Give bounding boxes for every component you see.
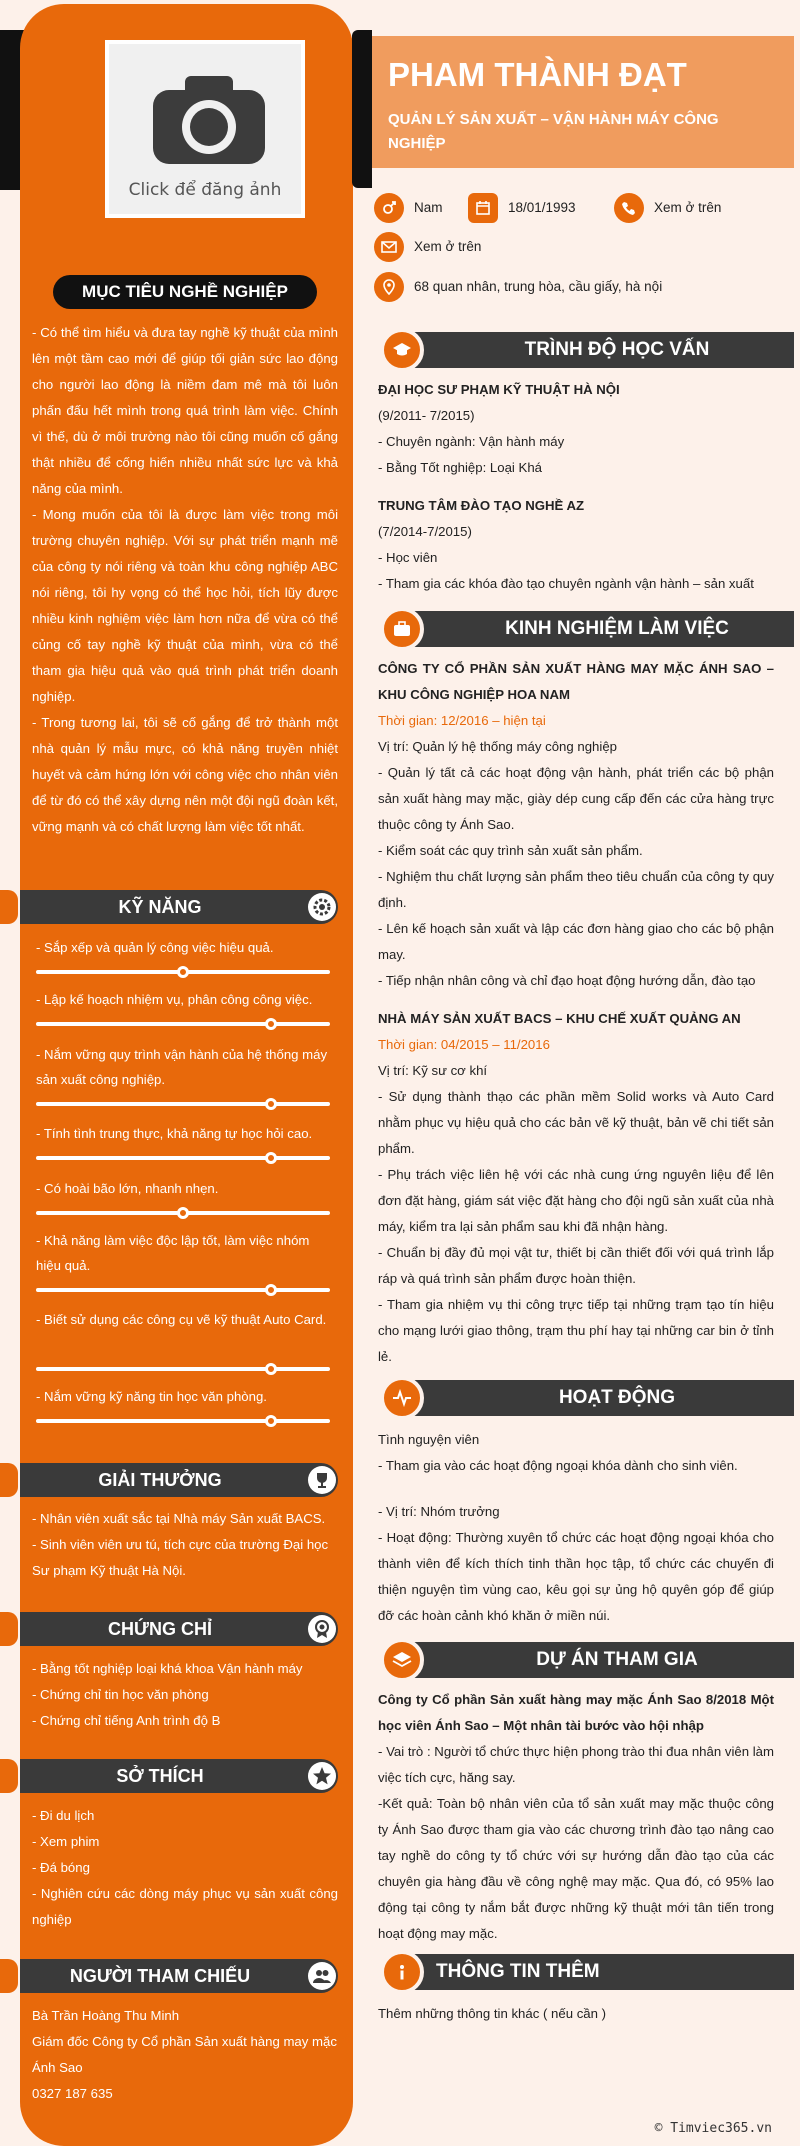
gender: Nam	[414, 200, 443, 215]
footer-credit: © Timviec365.vn	[654, 2121, 772, 2136]
projects-title: DỰ ÁN THAM GIA	[536, 1649, 698, 1670]
skill-bar	[36, 1419, 330, 1423]
awards-header	[0, 1463, 340, 1497]
company-name: CÔNG TY CỔ PHẦN SẢN XUẤT HÀNG MAY MẶC ÁNH SAO – KHU CÔNG NGHIỆP HOA NAM	[378, 661, 774, 702]
email-icon	[374, 232, 404, 262]
list-item: - Học viên	[378, 550, 438, 565]
company-name: NHÀ MÁY SẢN XUẤT BACS – KHU CHẾ XUẤT QUẢNG AN	[378, 1011, 741, 1026]
pulse-icon	[380, 1376, 424, 1420]
certs-header	[0, 1612, 340, 1646]
skill-label: - Nắm vững quy trình vận hành của hệ thống máy sản xuất công nghiệp.	[36, 1047, 328, 1087]
skill-bar	[36, 1102, 330, 1106]
gear-icon	[308, 893, 336, 921]
job-time: Thời gian: 04/2015 – 11/2016	[378, 1037, 550, 1052]
education-list	[378, 377, 774, 597]
skill-bar	[36, 1288, 330, 1292]
list-item: - Vị trí: Nhóm trưởng	[378, 1504, 500, 1519]
list-item: - Phụ trách việc liên hệ với các nhà cung ứng nguyên liệu để lên đơn đặt hàng, giám sát việc đặt hàng cho đội ngũ sản xuất của nhà máy, kiểm tra lại sản phẩm sau khi đã nhận hàng.	[378, 1167, 774, 1234]
list-item: Tình nguyện viên	[378, 1432, 480, 1447]
hobbies-header	[0, 1759, 340, 1793]
objective-p3: - Trong tương lai, tôi sẽ cố gắng để trở thành một nhà quản lý mẫu mực, có khả năng truyền nhiệt huyết và cảm hứng lớn với công việc cho nhân viên để từ đó có thể xây dựng nên một đội ngũ đoàn kết, vững mạnh và có chất lượng làm việc tốt nhất.	[32, 715, 338, 834]
references-header	[0, 1959, 340, 1993]
awards-list	[32, 1506, 338, 1584]
job-position: Vị trí: Quản lý hệ thống máy công nghiệp	[378, 739, 617, 754]
list-item: - Hoạt động: Thường xuyên tổ chức các hoạt động ngoại khóa cho thành viên để kích thích tinh thần học tập, tổ chức các chuyến đi thiện nguyện tìm vùng cao, kêu gọi sự ủng hộ quyên góp để giúp đỡ các hoàn cảnh khó khăn ở miền núi.	[378, 1530, 774, 1623]
job-time: Thời gian: 12/2016 – hiện tại	[378, 713, 546, 728]
list-item: - Đá bóng	[32, 1860, 90, 1875]
list-item: - Chuẩn bị đầy đủ mọi vật tư, thiết bị cần thiết đối với quá trình lắp ráp và quá trình sản phẩm được hoàn thiện.	[378, 1245, 774, 1286]
list-item: 0327 187 635	[32, 2086, 113, 2101]
projects-list	[378, 1687, 774, 1947]
education-header	[380, 328, 794, 368]
projects-header	[380, 1638, 794, 1678]
list-item: - Bằng Tốt nghiệp: Loại Khá	[378, 460, 542, 475]
moreinfo-text: Thêm những thông tin khác ( nếu cần )	[378, 2006, 607, 2021]
hobbies-list	[32, 1803, 338, 1933]
skill-bar	[36, 1156, 330, 1160]
list-item: - Chứng chỉ tiếng Anh trình độ B	[32, 1713, 221, 1728]
skill-level-knob[interactable]	[177, 1207, 189, 1219]
activities-header	[380, 1376, 794, 1416]
list-item: - Tham gia nhiệm vụ thi công trực tiếp tại những trạm tạo tín hiệu cho mạng lưới giao thông, trạm thu phí hay tại những car bin ở tỉnh lẻ.	[378, 1297, 774, 1364]
skill-level-knob[interactable]	[177, 966, 189, 978]
list-item: -Kết quả: Toàn bộ nhân viên của tổ sản xuất may mặc thuộc công ty Ánh Sao được tham gia vào các chương trình đào tạo nâng cao tay nghề do công ty tổ chức với sự hướng dẫn đào tạo của các chuyên gia hàng đầu về công nghệ may mặc. Qua đó, có 95% lao động tại công ty nắm bắt được những kỹ thuật mới tân tiến trong hoạt động may mặc.	[378, 1796, 774, 1941]
list-item: - Chuyên ngành: Vận hành máy	[378, 434, 565, 449]
list-item: - Bằng tốt nghiệp loại khá khoa Vận hành máy	[32, 1661, 303, 1676]
experience-title: KINH NGHIỆM LÀM VIỆC	[505, 618, 729, 639]
hobbies-title: SỞ THÍCH	[116, 1766, 204, 1786]
certs-list	[32, 1656, 338, 1734]
list-item: - Tiếp nhận nhân công và chỉ đạo hoạt động hướng dẫn, đào tạo	[378, 973, 756, 988]
list-item: - Tham gia các khóa đào tạo chuyên ngành vận hành – sản xuất	[378, 576, 754, 591]
school-name: TRUNG TÂM ĐÀO TẠO NGHỀ AZ	[378, 498, 585, 513]
camera-icon	[149, 68, 269, 168]
project-title: Công ty Cổ phần Sản xuất hàng may mặc Ánh Sao 8/2018 Một học viên Ánh Sao – Một nhân tài bước vào hội nhập	[378, 1692, 774, 1733]
email: Xem ở trên	[414, 239, 482, 254]
list-item: - Tham gia vào các hoạt động ngoại khóa dành cho sinh viên.	[378, 1458, 738, 1473]
experience-list	[378, 656, 774, 1370]
moreinfo-header	[380, 1950, 794, 1990]
users-icon	[308, 1962, 336, 1990]
list-item: Bà Trần Hoàng Thu Minh	[32, 2008, 180, 2023]
star-icon	[308, 1762, 336, 1790]
list-item: - Lên kế hoạch sản xuất và lập các đơn hàng giao cho các bộ phận may.	[378, 921, 774, 962]
gender-icon	[374, 193, 404, 223]
skill-bar	[36, 1367, 330, 1371]
job-title: QUẢN LÝ SẢN XUẤT – VẬN HÀNH MÁY CÔNG NGHIỆP	[388, 111, 719, 152]
job-position: Vị trí: Kỹ sư cơ khí	[378, 1063, 488, 1078]
skills-title: KỸ NĂNG	[118, 897, 202, 917]
list-item: - Chứng chỉ tin học văn phòng	[32, 1687, 209, 1702]
trophy-icon	[308, 1466, 336, 1494]
skills-header	[0, 890, 340, 924]
objective-p1: - Có thể tìm hiểu và đưa tay nghề kỹ thuật của mình lên một tầm cao mới để giúp tối giản sức lao động cho người lao động là niềm đam mê mà tôi luôn phấn đấu hết mình trong quá trình làm việc. Chính vì thế, dù ở môi trường nào tôi cũng muốn cố gắng thật nhiều để cống hiến nhiều nhất sức lực và khả năng của mình.	[32, 325, 338, 496]
list-item: - Nhân viên xuất sắc tại Nhà máy Sản xuất BACS.	[32, 1511, 326, 1526]
objective-title: MỤC TIÊU NGHỀ NGHIỆP	[53, 275, 317, 309]
skill-label: - Nắm vững kỹ năng tin học văn phòng.	[36, 1389, 267, 1404]
phone: Xem ở trên	[654, 200, 722, 215]
layers-icon	[380, 1638, 424, 1682]
references-title: NGƯỜI THAM CHIẾU	[69, 1966, 251, 1986]
location-icon	[374, 272, 404, 302]
list-item: - Nghiệm thu chất lượng sản phẩm theo tiêu chuẩn của công ty quy định.	[378, 869, 774, 910]
moreinfo-title: THÔNG TIN THÊM	[436, 1961, 600, 1982]
briefcase-icon	[380, 607, 424, 651]
certs-title: CHỨNG CHỈ	[108, 1619, 212, 1639]
activities-list	[378, 1427, 774, 1629]
list-item: - Đi du lịch	[32, 1808, 95, 1823]
skill-label: - Tính tình trung thực, khả năng tự học hỏi cao.	[36, 1126, 313, 1141]
medal-icon	[308, 1615, 336, 1643]
objective-p2: - Mong muốn của tôi là được làm việc trong môi trường chuyên nghiệp. Với sự phát triển mạnh mẽ của công ty nói riêng và toàn khu công nghiệp ABC nói riêng, tôi hy vọng có thể học hỏi, tích lũy được nhiều kinh nghiệm việc làm hơn nữa để vừa có thể củng cố tay nghề kỹ thuật của mình, vừa có thể tham gia hiệu quả vào quá trình phát triển doanh nghiệp.	[32, 507, 338, 704]
photo-upload[interactable]	[105, 40, 305, 218]
skill-label: - Khả năng làm việc độc lập tốt, làm việc nhóm hiệu quả.	[36, 1233, 310, 1273]
skill-label: - Lập kế hoạch nhiệm vụ, phân công công việc.	[36, 992, 313, 1007]
list-item: - Nghiên cứu các dòng máy phục vụ sản xuất công nghiệp	[32, 1886, 338, 1927]
awards-title: GIẢI THƯỞNG	[98, 1470, 222, 1490]
school-time: (9/2011- 7/2015)	[378, 408, 475, 423]
references-list	[32, 2003, 338, 2107]
list-item: - Kiểm soát các quy trình sản xuất sản phẩm.	[378, 843, 643, 858]
experience-header	[380, 607, 794, 647]
education-title: TRÌNH ĐỘ HỌC VẤN	[524, 339, 710, 360]
skill-bar	[36, 970, 330, 974]
info-icon	[380, 1950, 424, 1994]
date-of-birth: 18/01/1993	[508, 200, 576, 215]
photo-label: Click để đăng ảnh	[128, 180, 282, 200]
skill-bar	[36, 1022, 330, 1026]
address: 68 quan nhân, trung hòa, cầu giấy, hà nội	[414, 279, 663, 294]
skill-label: - Sắp xếp và quản lý công việc hiệu quả.	[36, 940, 274, 955]
skill-bar	[36, 1211, 330, 1215]
school-name: ĐẠI HỌC SƯ PHẠM KỸ THUẬT HÀ NỘI	[378, 382, 620, 397]
list-item: - Quản lý tất cả các hoạt động vận hành, phát triển các bộ phận sản xuất hàng may mặc, giày dép cung cấp đến các cửa hàng trực thuộc công ty Ánh Sao.	[378, 765, 774, 832]
header-accent-bar	[352, 30, 372, 188]
activities-title: HOẠT ĐỘNG	[558, 1387, 676, 1408]
objective-text	[32, 320, 338, 840]
list-item: - Vai trò : Người tổ chức thực hiện phong trào thi đua nhân viên làm việc tích cực, hăng say.	[378, 1744, 774, 1785]
list-item: - Sinh viên viên ưu tú, tích cực của trường Đại học Sư phạm Kỹ thuật Hà Nội.	[32, 1537, 329, 1578]
calendar-icon	[468, 193, 498, 223]
school-time: (7/2014-7/2015)	[378, 524, 472, 539]
list-item: - Xem phim	[32, 1834, 100, 1849]
header	[372, 36, 794, 168]
graduation-cap-icon	[380, 328, 424, 372]
list-item: - Sử dụng thành thạo các phần mềm Solid works và Auto Card nhằm phục vụ hiệu quả cho các bản vẽ kỹ thuật, bản vẽ chi tiết sản phẩm.	[378, 1089, 774, 1156]
phone-icon	[614, 193, 644, 223]
list-item: Giám đốc Công ty Cổ phần Sản xuất hàng may mặc Ánh Sao	[32, 2034, 337, 2075]
full-name: PHAM THÀNH ĐẠT	[388, 56, 687, 93]
skill-label: - Biết sử dụng các công cụ vẽ kỹ thuật Auto Card.	[36, 1312, 327, 1327]
skill-label: - Có hoài bão lớn, nhanh nhẹn.	[36, 1181, 219, 1196]
